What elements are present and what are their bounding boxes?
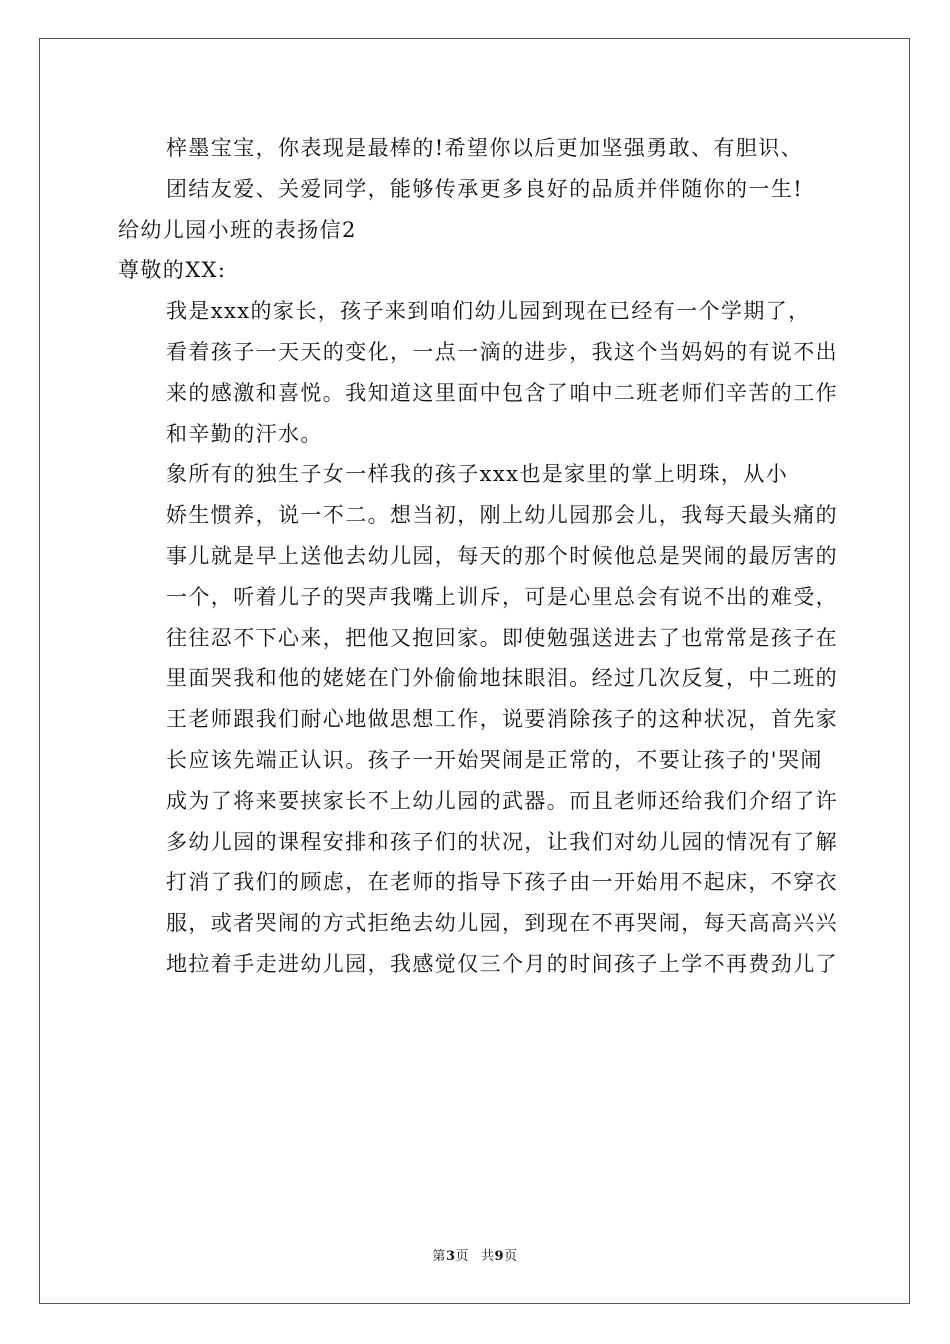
- text-line: 多幼儿园的课程安排和孩子们的状况，让我们对幼儿园的情况有了解: [166, 829, 838, 854]
- paragraph-closing-praise: [118, 128, 838, 210]
- document-body: [118, 128, 838, 985]
- text-line: 看着孩子一天天的变化，一点一滴的进步，我这个当妈妈的有说不出: [166, 339, 838, 364]
- paragraph-story: [118, 454, 838, 984]
- page-prefix: 第: [432, 1249, 446, 1264]
- page-suffix: 页: [455, 1249, 469, 1264]
- page-number: 3: [445, 1249, 456, 1264]
- text-line: 成为了将来要挟家长不上幼儿园的武器。而且老师还给我们介绍了许: [166, 788, 838, 813]
- text-line: 往往忍不下心来，把他又抱回家。即使勉强送进去了也常常是孩子在: [166, 625, 838, 650]
- text-line: 娇生惯养，说一不二。想当初，刚上幼儿园那会儿，我每天最头痛的: [166, 503, 838, 528]
- total-pages: 9: [494, 1249, 505, 1264]
- text-line: 来的感激和喜悦。我知道这里面中包含了咱中二班老师们辛苦的工作: [166, 380, 838, 405]
- total-suffix: 页: [504, 1249, 518, 1264]
- text-line: 地拉着手走进幼儿园，我感觉仅三个月的时间孩子上学不再费劲儿了: [166, 951, 838, 976]
- text-line: 团结友爱、关爱同学，能够传承更多良好的品质并伴随你的一生!: [166, 176, 804, 201]
- page-footer: [0, 1245, 950, 1264]
- text-line: 梓墨宝宝，你表现是最棒的!希望你以后更加坚强勇敢、有胆识、: [166, 136, 804, 160]
- text-line: 我是xxx的家长，孩子来到咱们幼儿园到现在已经有一个学期了，: [166, 299, 811, 324]
- text-line: 和辛勤的汗水。: [166, 421, 323, 446]
- paragraph-intro: [118, 291, 838, 454]
- total-prefix: 共: [481, 1249, 495, 1264]
- letter-title: [118, 210, 838, 251]
- text-line: 事儿就是早上送他去幼儿园，每天的那个时候他总是哭闹的最厉害的: [166, 543, 838, 568]
- text-line: 服，或者哭闹的方式拒绝去幼儿园，到现在不再哭闹，每天高高兴兴: [166, 911, 838, 936]
- text-line: 长应该先端正认识。孩子一开始哭闹是正常的，不要让孩子的'哭闹: [166, 747, 823, 772]
- letter-salutation: [118, 250, 838, 291]
- text-line: 象所有的独生子女一样我的孩子xxx也是家里的掌上明珠，从小: [166, 462, 789, 487]
- text-line: 王老师跟我们耐心地做思想工作，说要消除孩子的这种状况，首先家: [166, 707, 838, 732]
- text-line: 打消了我们的顾虑，在老师的指导下孩子由一开始用不起床，不穿衣: [166, 870, 838, 895]
- text-line: 一个，听着儿子的哭声我嘴上训斥，可是心里总会有说不出的难受，: [166, 584, 838, 609]
- text-line: 里面哭我和他的姥姥在门外偷偷地抹眼泪。经过几次反复，中二班的: [166, 666, 838, 691]
- text-line: 给幼儿园小班的表扬信2: [118, 217, 357, 242]
- text-line: 尊敬的XX:: [118, 258, 227, 283]
